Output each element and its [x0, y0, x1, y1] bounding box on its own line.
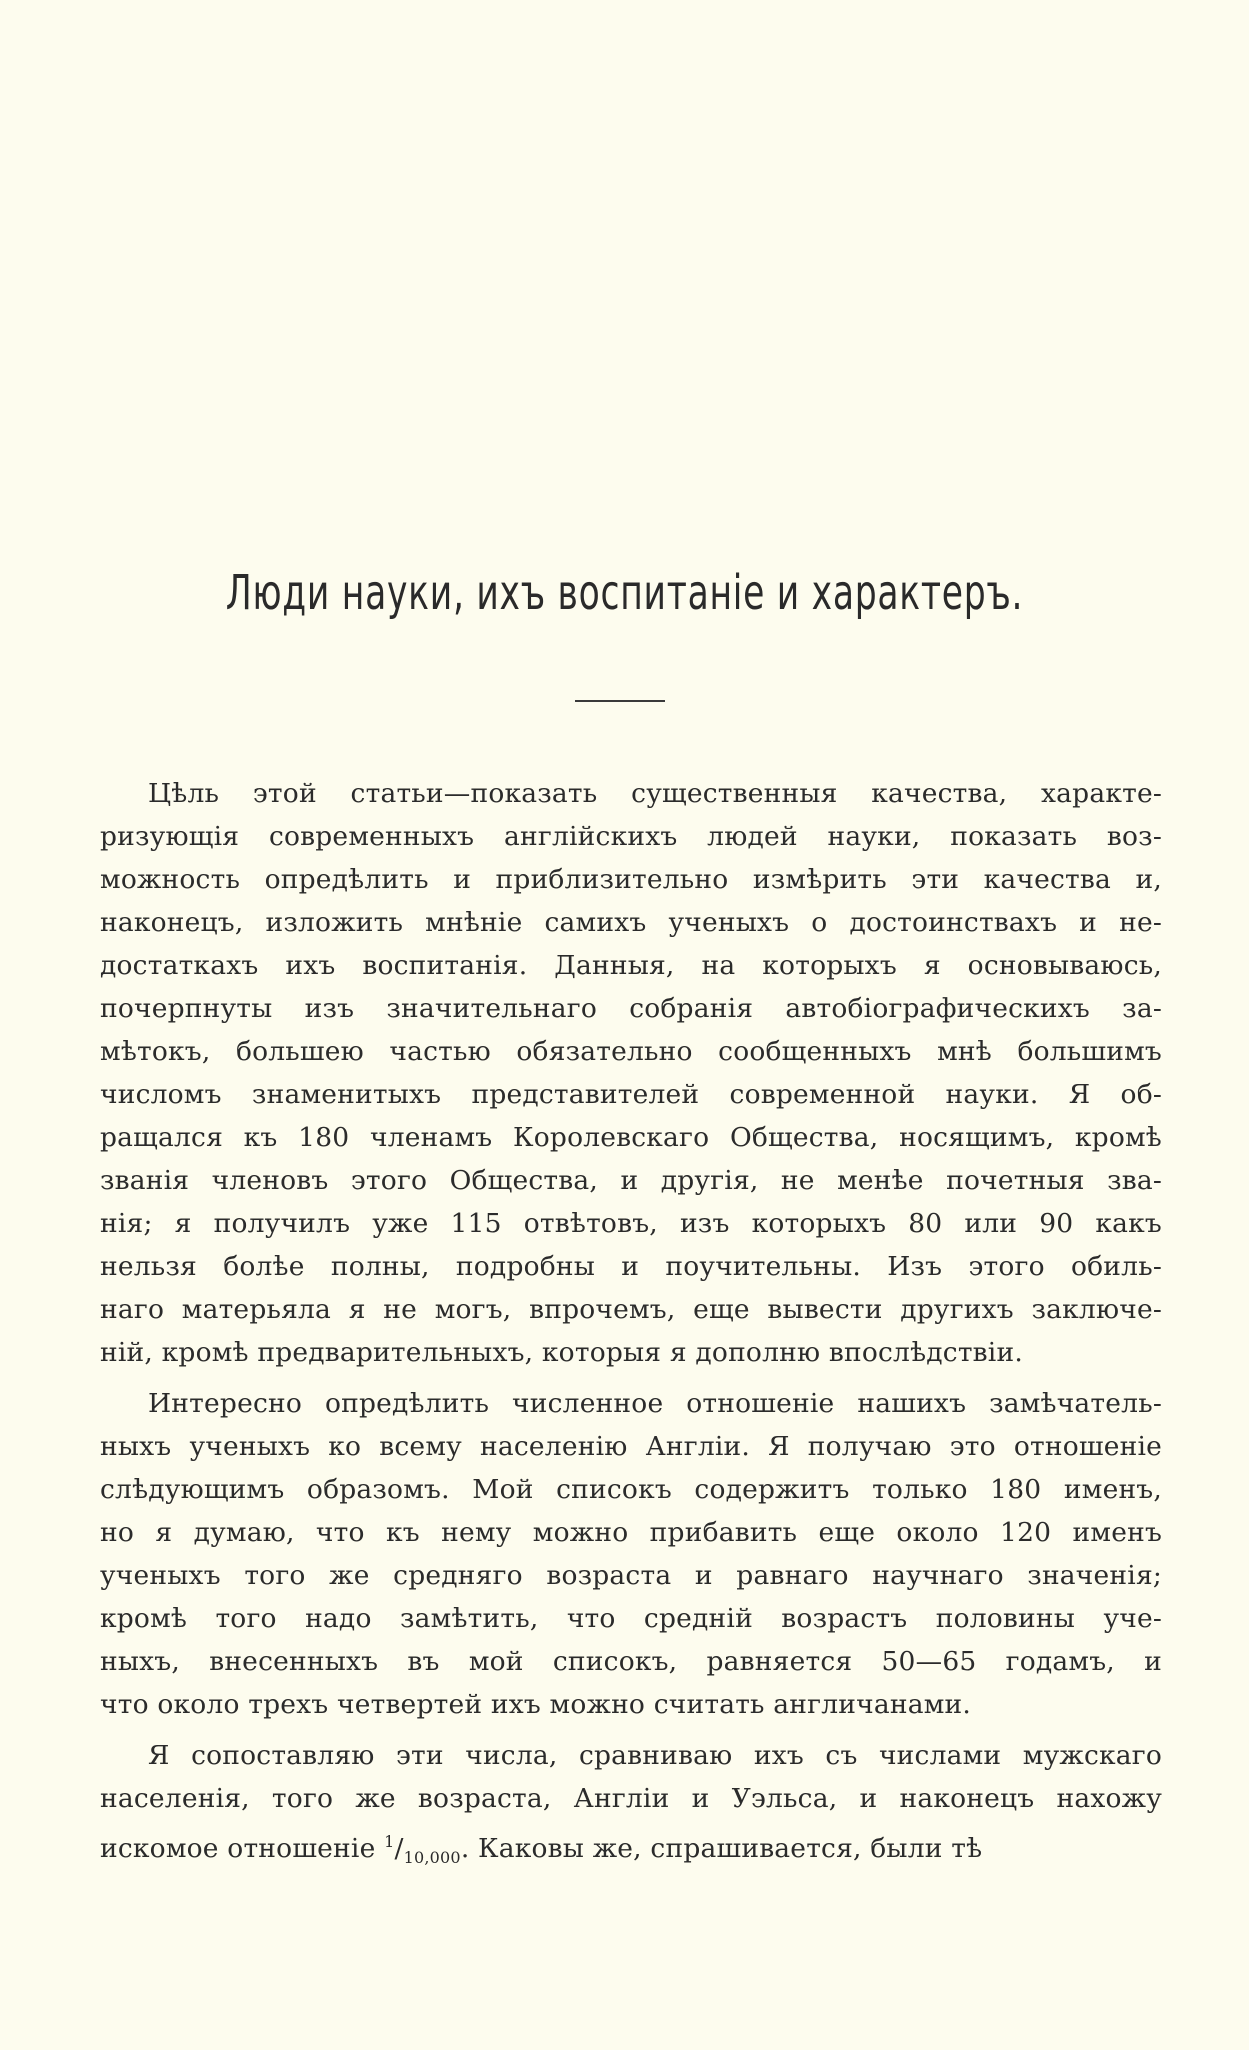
paragraph-line: что около трехъ четвертей ихъ можно считать англичанами.: [100, 1689, 972, 1720]
paragraph-line: слѣдующимъ образомъ. Мой списокъ содержитъ только 180 именъ,: [100, 1474, 1162, 1505]
paragraph-line: ныхъ ученыхъ ко всему населенію Англіи. Я получаю это отношеніе: [100, 1431, 1162, 1462]
paragraph-line: но я думаю, что къ нему можно прибавить еще около 120 именъ: [100, 1517, 1162, 1548]
paragraph-line: нія; я получилъ уже 115 отвѣтовъ, изъ которыхъ 80 или 90 какъ: [100, 1208, 1162, 1239]
paragraph-line: можность опредѣлить и приблизительно измѣрить эти качества и,: [100, 864, 1162, 895]
paragraph-line: наконецъ, изложить мнѣніе самихъ ученыхъ о достоинствахъ и не-: [100, 907, 1162, 938]
fraction-numerator: 1: [384, 1832, 395, 1851]
paragraph-line: Цѣль этой статьи—показать существенныя качества, характе-: [148, 778, 1162, 809]
paragraph-line: наго матерьяла я не могъ, впрочемъ, еще вывести другихъ заключе-: [100, 1294, 1162, 1325]
paragraph-line: ученыхъ того же средняго возраста и равнаго научнаго значенія;: [100, 1560, 1162, 1591]
paragraph-2: [100, 1382, 1162, 1726]
paragraph-line: Интересно опредѣлить численное отношеніе нашихъ замѣчатель-: [148, 1388, 1162, 1419]
paragraph-line: ращался къ 180 членамъ Королевскаго Общества, носящимъ, кромѣ: [100, 1122, 1162, 1153]
paragraph-line: числомъ знаменитыхъ представителей современной науки. Я об-: [100, 1079, 1162, 1110]
paragraph-3: [100, 1734, 1162, 1879]
paragraph-line: мѣтокъ, большею частью обязательно сообщенныхъ мнѣ большимъ: [100, 1036, 1162, 1067]
article-body: [100, 772, 1162, 1879]
paragraph-line: ризующія современныхъ англійскихъ людей науки, показать воз-: [100, 821, 1162, 852]
paragraph-line: нельзя болѣе полны, подробны и поучительны. Изъ этого обиль-: [100, 1251, 1162, 1282]
paragraph-line: населенія, того же возраста, Англіи и Уэльса, и наконецъ нахожу: [100, 1783, 1162, 1814]
article-title: Люди науки, ихъ воспитаніе и характеръ.: [225, 565, 1024, 621]
paragraph-line: Я сопоставляю эти числа, сравниваю ихъ съ числами мужскаго: [148, 1740, 1162, 1771]
fraction-prefix: искомое отношеніе: [100, 1832, 385, 1864]
paragraph-line: ныхъ, внесенныхъ въ мой списокъ, равняется 50—65 годамъ, и: [100, 1646, 1162, 1677]
title-rule: [575, 700, 665, 702]
paragraph-line: званія членовъ этого Общества, и другія, не менѣе почетныя зва-: [100, 1165, 1162, 1196]
fraction-denominator: 10,000: [403, 1848, 461, 1868]
paragraph-line: достаткахъ ихъ воспитанія. Данныя, на которыхъ я основываюсь,: [100, 950, 1162, 981]
paragraph-line: ній, кромѣ предварительныхъ, которыя я дополню впослѣдствіи.: [100, 1337, 1023, 1368]
paragraph-line: почерпнуты изъ значительнаго собранія автобіографическихъ за-: [100, 993, 1162, 1024]
paragraph-1: [100, 772, 1162, 1374]
fraction-suffix: . Каковы же, спрашивается, были тѣ: [460, 1832, 983, 1864]
paragraph-line: искомое отношеніе $^1/_{10,000}$. Каковы же, спрашивается, были тѣ: [100, 1832, 983, 1868]
paragraph-line: кромѣ того надо замѣтить, что средній возрастъ половины уче-: [100, 1603, 1162, 1634]
